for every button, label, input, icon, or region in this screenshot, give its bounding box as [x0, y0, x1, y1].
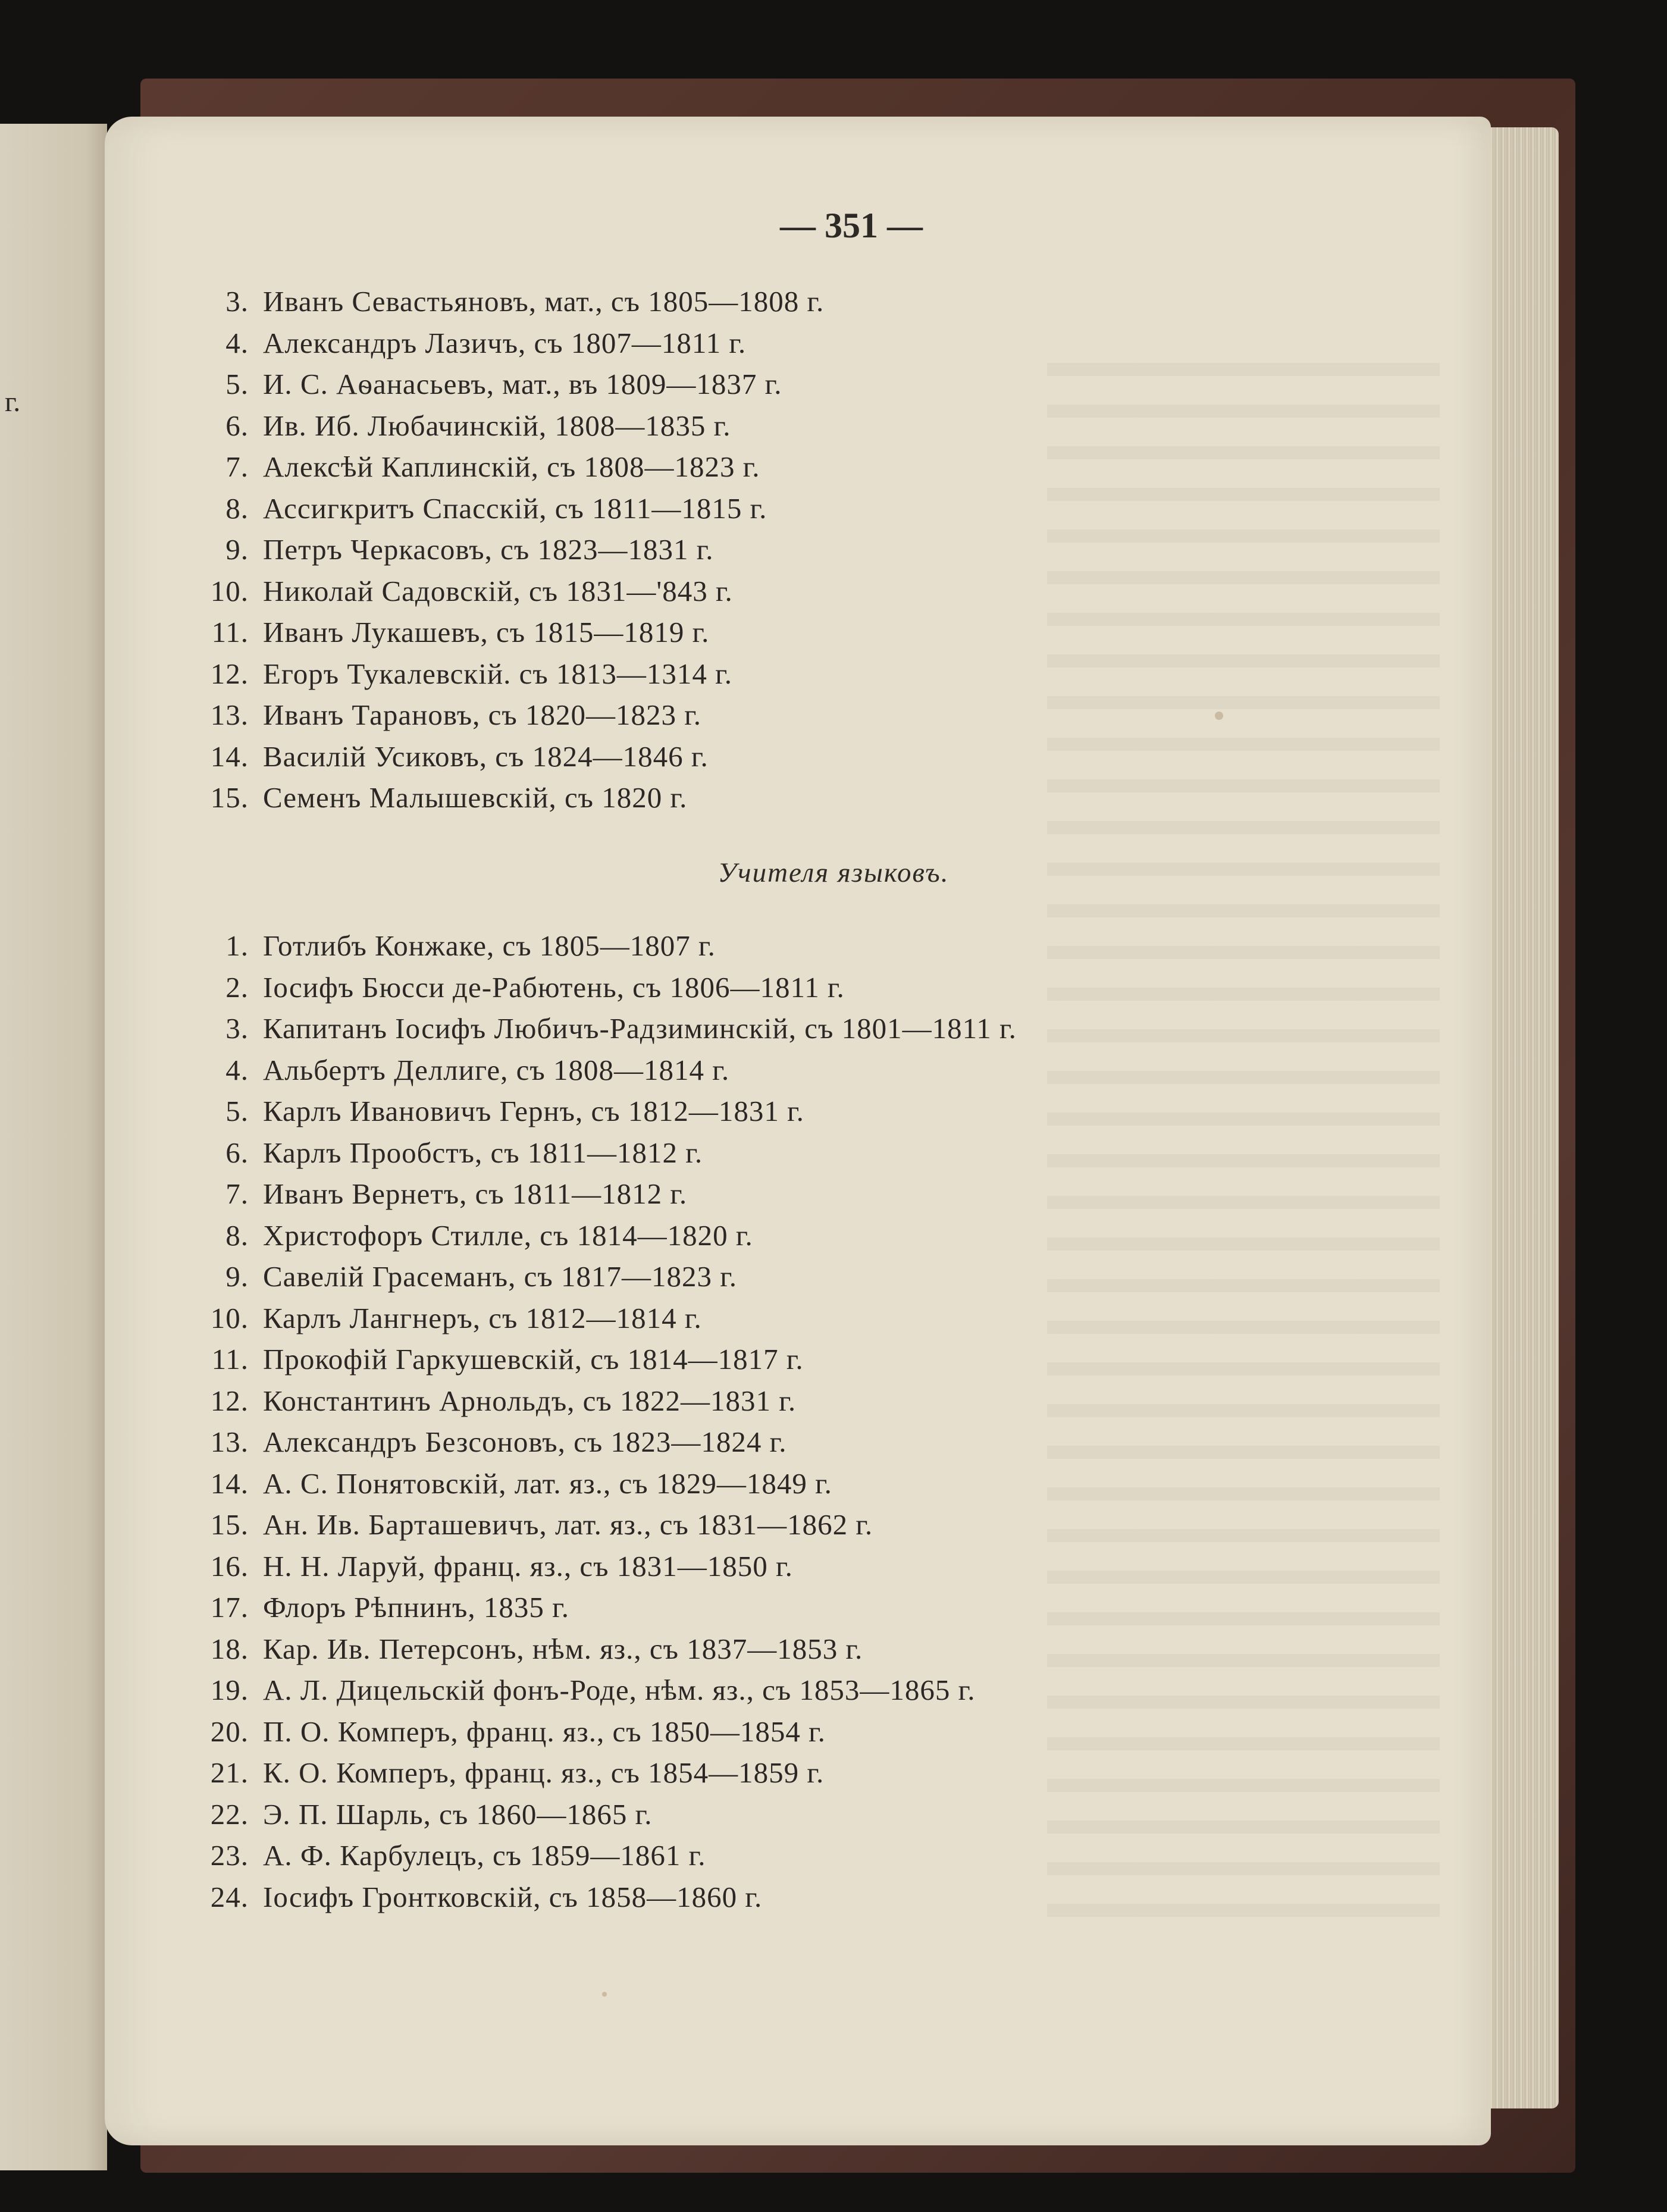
item-number: 7. [225, 450, 249, 483]
item-number: 24. [210, 1880, 249, 1913]
item-text: Н. Н. Ларуй, франц. яз., съ 1831—1850 г. [263, 1549, 793, 1583]
item-number: 11. [211, 616, 249, 648]
item-number: 3. [225, 285, 249, 318]
item-text: И. С. Аѳанасьевъ, мат., въ 1809—1837 г. [263, 368, 782, 400]
item-number: 8. [225, 491, 249, 525]
item-number: 2. [225, 970, 249, 1004]
item-number: 6. [225, 409, 249, 442]
item-number: 18. [210, 1632, 249, 1665]
item-text: Алексѣй Каплинскій, съ 1808—1823 г. [263, 450, 760, 483]
item-number: 6. [225, 1136, 249, 1169]
page-number: — 351 — [780, 206, 923, 245]
item-number: 3. [225, 1012, 249, 1045]
item-number: 5. [225, 1095, 249, 1127]
item-number: 9. [225, 1260, 249, 1293]
item-text: Иванъ Тарановъ, съ 1820—1823 г. [263, 698, 702, 731]
item-number: 13. [210, 698, 249, 731]
paper-stain [1215, 712, 1223, 720]
item-text: Семенъ Малышевскій, съ 1820 г. [263, 781, 688, 814]
item-number: 5. [225, 368, 249, 400]
left-page-fragment: г. [5, 386, 21, 418]
item-text: Савелій Грасеманъ, съ 1817—1823 г. [263, 1260, 738, 1293]
item-number: 7. [225, 1177, 249, 1210]
item-number: 10. [210, 1301, 249, 1334]
item-number: 16. [210, 1549, 249, 1583]
item-number: 15. [210, 781, 249, 814]
item-text: Николай Садовскій, съ 1831—'843 г. [263, 574, 733, 607]
item-text: А. Ф. Карбулецъ, съ 1859—1861 г. [263, 1839, 706, 1872]
item-number: 15. [210, 1508, 249, 1541]
item-text: Карлъ Ивановичъ Гернъ, съ 1812—1831 г. [263, 1095, 804, 1127]
item-number: 23. [210, 1839, 249, 1872]
item-number: 14. [210, 740, 249, 773]
item-number: 4. [225, 1053, 249, 1086]
item-text: Карлъ Прообстъ, съ 1811—1812 г. [263, 1136, 703, 1169]
item-text: Карлъ Лангнеръ, съ 1812—1814 г. [263, 1301, 702, 1334]
item-text: Готлибъ Конжаке, съ 1805—1807 г. [263, 929, 716, 962]
item-text: Кар. Ив. Петерсонъ, нѣм. яз., съ 1837—1853 г. [263, 1632, 863, 1665]
item-number: 20. [210, 1715, 249, 1748]
item-number: 4. [225, 326, 249, 359]
item-number: 17. [210, 1591, 249, 1624]
item-text: Иванъ Севастьяновъ, мат., съ 1805—1808 г. [263, 285, 825, 318]
item-text: К. О. Комперъ, франц. яз., съ 1854—1859 г. [263, 1756, 825, 1789]
item-text: Константинъ Арнольдъ, съ 1822—1831 г. [263, 1384, 797, 1417]
item-text: Ассигкритъ Спасскій, съ 1811—1815 г. [263, 491, 767, 525]
item-text: А. Л. Дицельскій фонъ-Роде, нѣм. яз., съ 1853—1865 г. [263, 1674, 976, 1706]
item-text: Иванъ Вернетъ, съ 1811—1812 г. [263, 1177, 688, 1210]
item-text: Флоръ Рѣпнинъ, 1835 г. [263, 1591, 569, 1624]
item-number: 12. [210, 657, 249, 690]
item-number: 22. [210, 1797, 249, 1831]
item-text: Э. П. Шарль, съ 1860—1865 г. [263, 1797, 653, 1831]
item-text: П. О. Комперъ, франц. яз., съ 1850—1854 г. [263, 1715, 826, 1748]
item-text: Ан. Ив. Барташевичъ, лат. яз., съ 1831—1862 г. [263, 1508, 873, 1541]
item-text: Іосифъ Гронтковскій, съ 1858—1860 г. [263, 1880, 763, 1913]
item-text: Альбертъ Деллиге, съ 1808—1814 г. [263, 1053, 730, 1086]
item-text: А. С. Понятовскій, лат. яз., съ 1829—1849 г. [263, 1467, 832, 1500]
item-number: 19. [210, 1674, 249, 1706]
item-number: 13. [210, 1425, 249, 1458]
item-number: 21. [210, 1756, 249, 1789]
item-text: Александръ Безсоновъ, съ 1823—1824 г. [263, 1425, 787, 1458]
item-number: 9. [225, 533, 249, 566]
show-through-text [1047, 339, 1440, 1945]
paper-stain [602, 1992, 607, 1997]
item-text: Егоръ Тукалевскій. съ 1813—1314 г. [263, 657, 732, 690]
item-text: Александръ Лазичъ, съ 1807—1811 г. [263, 326, 747, 359]
item-text: Христофоръ Стилле, съ 1814—1820 г. [263, 1218, 753, 1252]
section-heading: Учителя языковъ. [717, 857, 950, 888]
item-number: 11. [211, 1343, 249, 1376]
item-text: Іосифъ Бюсси де-Рабютень, съ 1806—1811 г. [263, 970, 845, 1004]
item-text: Прокофій Гаркушевскій, съ 1814—1817 г. [263, 1343, 804, 1376]
item-number: 1. [225, 929, 249, 962]
item-text: Ив. Иб. Любачинскій, 1808—1835 г. [263, 409, 731, 442]
item-text: Петръ Черкасовъ, съ 1823—1831 г. [263, 533, 714, 566]
item-text: Василій Усиковъ, съ 1824—1846 г. [263, 740, 709, 773]
item-number: 12. [210, 1384, 249, 1417]
left-page-edge [0, 124, 107, 2170]
item-text: Капитанъ Іосифъ Любичъ-Радзиминскій, съ 1801—1811 г. [263, 1012, 1017, 1045]
item-number: 8. [225, 1218, 249, 1252]
item-text: Иванъ Лукашевъ, съ 1815—1819 г. [263, 616, 710, 648]
item-number: 14. [210, 1467, 249, 1500]
item-number: 10. [210, 574, 249, 607]
